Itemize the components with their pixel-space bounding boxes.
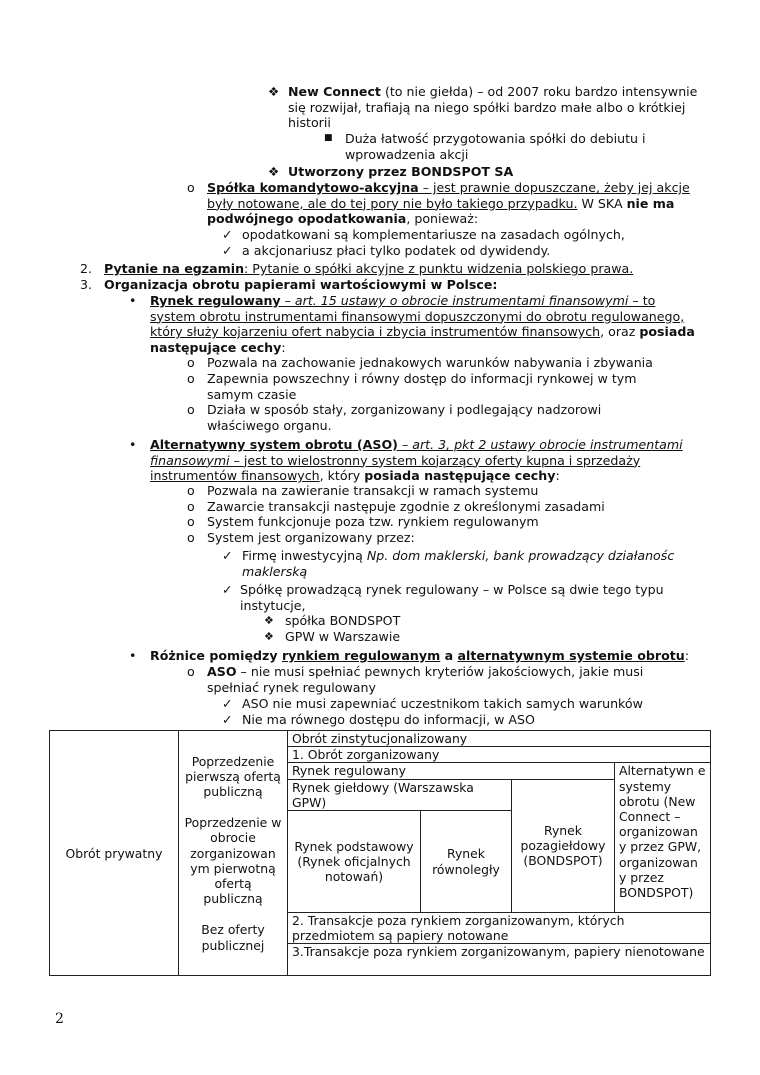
term: New Connect <box>288 84 381 99</box>
regulated-cell: Rynek regulowany <box>288 763 615 779</box>
list-number: 2. <box>80 261 93 276</box>
text: Np. dom maklerski, bank prowadzący działanośc maklerską <box>242 548 675 579</box>
aso-item <box>150 437 705 484</box>
list-item: Spółkę prowadzącą rynek regulowany – w Polsce są dwie tego typu instytucje, <box>240 582 664 613</box>
offer-type: Bez oferty publicznej <box>201 922 265 953</box>
text: W SKA <box>577 195 627 211</box>
list-item: ASO nie musi zapewniać uczestnikom takich samych warunków <box>242 696 643 711</box>
check-icon: ✓ <box>222 243 233 258</box>
list-item: Nie ma równego dostępu do informacji, w ASO <box>242 712 535 727</box>
text: , oraz <box>600 324 640 340</box>
page-number: 2 <box>55 1011 64 1027</box>
diamond-bullet-icon: ❖ <box>268 84 280 99</box>
list-item: GPW w Warszawie <box>285 629 401 644</box>
differences-heading <box>150 648 720 664</box>
text: – jest prawnie dopuszczane, żeby jej akcje były notowane, ale do tej pory nie było takiego przypadku. <box>207 180 690 211</box>
circle-bullet-icon: o <box>187 499 195 514</box>
circle-bullet-icon: o <box>187 402 195 417</box>
term: Rynek regulowany <box>150 293 281 308</box>
term: Pytanie na egzamin <box>104 261 245 276</box>
text: – to system obrotu instrumentami finansowymi dopuszczonymi do obrotu regulowanego, który służy kojarzeniu ofert nabycia i zbycia instrumentów finansowych <box>150 293 685 340</box>
bullet-icon: • <box>129 648 137 663</box>
market-structure-table <box>49 730 711 976</box>
list-item: Pozwala na zawieranie transakcji w ramach systemu <box>207 483 539 498</box>
text: – art. 3, pkt 2 ustawy obrocie instrumentami finansowymi <box>150 437 683 468</box>
text: , ponieważ: <box>406 211 479 227</box>
circle-bullet-icon: o <box>187 355 195 370</box>
check-icon: ✓ <box>222 712 233 727</box>
diamond-bullet-icon: ❖ <box>264 630 274 643</box>
list-item: spółka BONDSPOT <box>285 613 401 628</box>
text: Różnice pomiędzy <box>150 648 282 663</box>
row3-cell: 3.Transakcje poza rynkiem zorganizowanym, papiery nienotowane <box>288 944 711 976</box>
list-item: Pozwala na zachowanie jednakowych warunków nabywania i zbywania <box>207 355 653 370</box>
bondspot-item: Utworzony przez BONDSPOT SA <box>288 164 514 179</box>
diamond-bullet-icon: ❖ <box>268 164 280 179</box>
text: a <box>440 648 458 663</box>
check-icon: ✓ <box>222 227 233 242</box>
regulated-market-item <box>150 293 702 355</box>
list-item: a akcjonariusz płaci tylko podatek od dywidendy. <box>242 243 551 258</box>
ska-item <box>207 180 704 227</box>
square-bullet-icon: ■ <box>324 133 333 143</box>
check-icon: ✓ <box>222 582 233 597</box>
text: : <box>684 648 689 663</box>
list-number: 3. <box>80 277 93 292</box>
parallel-market-cell: Rynek równoległy <box>421 811 512 913</box>
list-item <box>207 664 667 695</box>
text: , który <box>319 468 365 484</box>
circle-bullet-icon: o <box>187 664 195 679</box>
list-item <box>242 548 682 579</box>
diamond-bullet-icon: ❖ <box>264 614 274 627</box>
text: nie ma podwójnego opodatkowania <box>207 195 675 227</box>
exchange-cell: Rynek giełdowy (Warszawska GPW) <box>288 779 512 810</box>
check-icon: ✓ <box>222 696 233 711</box>
list-item: Zapewnia powszechny i równy dostęp do informacji rynkowej w tym samym czasie <box>207 371 637 402</box>
circle-bullet-icon: o <box>187 371 195 386</box>
text: – nie musi spełniać pewnych kryteriów jakościowych, jakie musi spełniać rynek regulowany <box>207 664 644 695</box>
main-market-cell: Rynek podstawowy (Rynek oficjalnych notowań) <box>288 811 421 913</box>
new-connect-item <box>288 84 698 131</box>
list-item: Zawarcie transakcji następuje zgodnie z określonymi zasadami <box>207 499 605 514</box>
bullet-icon: • <box>129 437 137 452</box>
text: : <box>281 339 286 355</box>
list-item: System jest organizowany przez: <box>207 530 415 545</box>
section-heading: Organizacja obrotu papierami wartościowymi w Polsce: <box>104 277 498 292</box>
text: rynkiem regulowanym <box>281 648 441 663</box>
term: ASO <box>207 664 237 679</box>
alt-systems-cell: Alternatywn e systemy obrotu (New Connect – organizowan y przez GPW, organizowan y przez BONDSPOT) <box>615 763 711 913</box>
circle-bullet-icon: o <box>187 180 195 195</box>
text: : Pytanie o spółki akcyjne z punktu widzenia polskiego prawa. <box>244 261 634 276</box>
text: Firmę inwestycyjną <box>242 548 367 563</box>
new-connect-subitem: Duża łatwość przygotowania spółki do debiutu i wprowadzenia akcji <box>345 131 646 162</box>
text: posiada następujące cechy <box>364 468 556 484</box>
circle-bullet-icon: o <box>187 514 195 529</box>
institutional-cell: Obrót zinstytucjonalizowany <box>288 731 711 747</box>
term: Alternatywny system obrotu (ASO) <box>150 437 398 452</box>
exam-question <box>104 261 704 277</box>
offer-types-cell <box>179 731 288 976</box>
text: alternatywnym systemie obrotu <box>457 648 685 663</box>
text: : <box>555 468 560 484</box>
offer-type: Poprzedzenie w obrocie zorganizowan ym pierwotną ofertą publiczną <box>184 815 282 907</box>
list-item: System funkcjonuje poza tzw. rynkiem regulowanym <box>207 514 539 529</box>
term: Spółka komandytowo-akcyjna <box>207 180 419 195</box>
list-item: opodatkowani są komplementariusze na zasadach ogólnych, <box>242 227 625 242</box>
offer-type: Poprzedzenie pierwszą ofertą publiczną <box>185 753 281 799</box>
organized-cell: 1. Obrót zorganizowany <box>288 747 711 763</box>
otc-cell: Rynek pozagiełdowy (BONDSPOT) <box>512 779 615 912</box>
text: – art. 15 ustawy o obrocie instrumentami finansowymi <box>280 293 629 308</box>
text: posiada następujące cechy <box>150 324 695 355</box>
row2-cell: 2. Transakcje poza rynkiem zorganizowanym, których przedmiotem są papiery notowane <box>288 913 711 944</box>
text: (to nie giełda) – od 2007 roku bardzo intensywnie się rozwijał, trafiają na niego spółki bardzo małe albo o krótkiej historii <box>288 84 698 131</box>
circle-bullet-icon: o <box>187 483 195 498</box>
text: – jest to wielostronny system kojarzący oferty kupna i sprzedaży instrumentów finansowych <box>150 452 641 484</box>
list-item: Działa w sposób stały, zorganizowany i podlegający nadzorowi właściwego organu. <box>207 402 602 433</box>
bullet-icon: • <box>129 293 137 308</box>
check-icon: ✓ <box>222 548 233 563</box>
circle-bullet-icon: o <box>187 530 195 545</box>
private-trading-cell: Obrót prywatny <box>50 731 179 976</box>
